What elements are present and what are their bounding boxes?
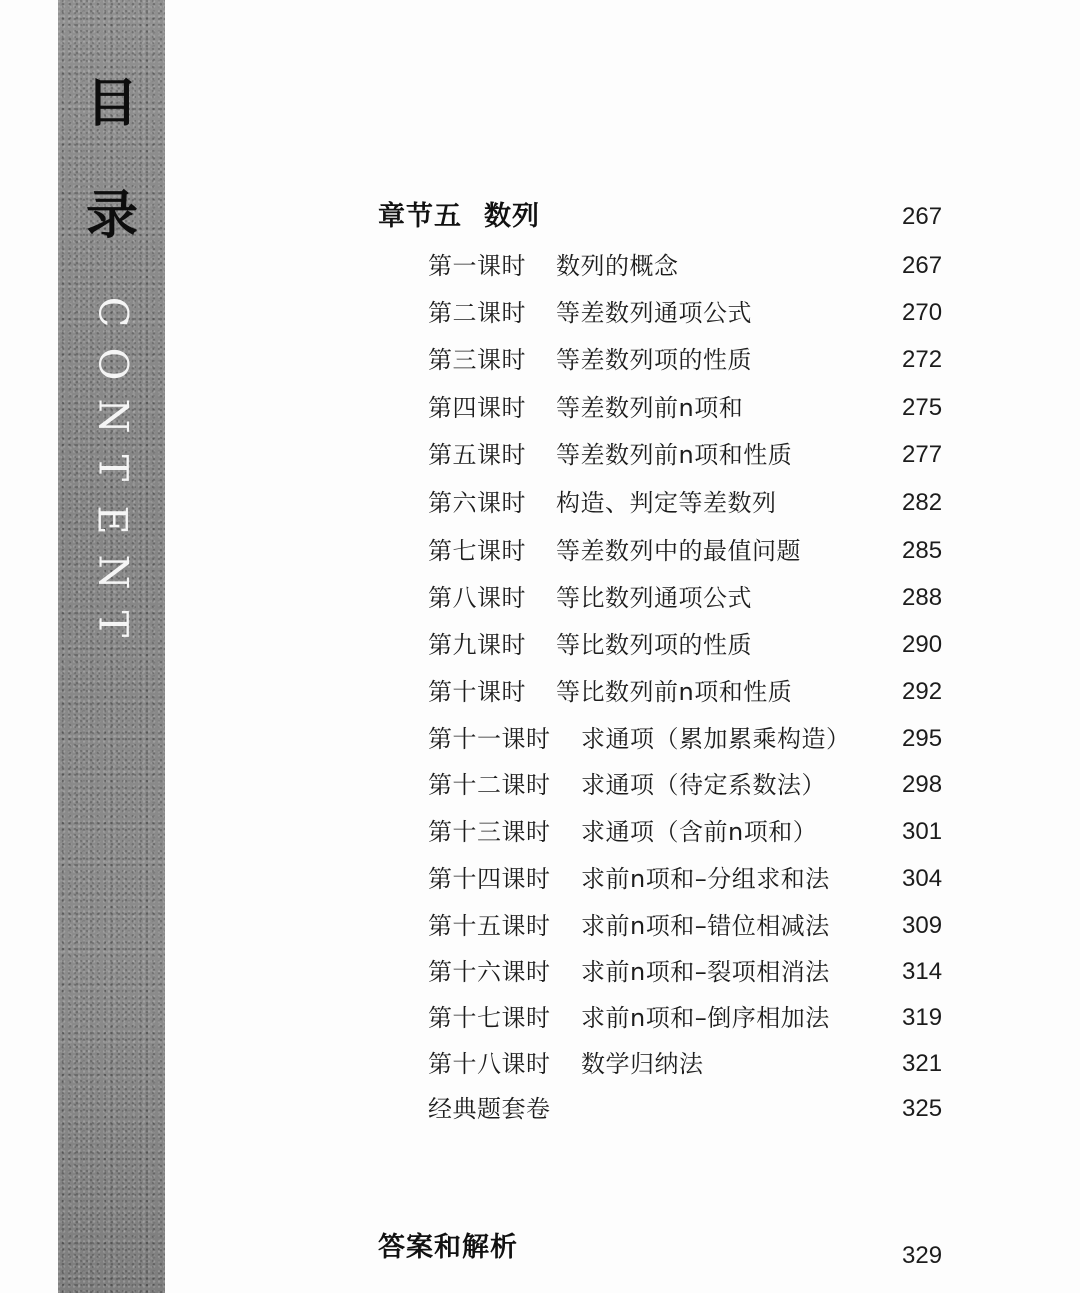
toc-entry[interactable] bbox=[428, 625, 752, 665]
toc-entry-page: 270 bbox=[902, 299, 943, 326]
toc-entry-page: 275 bbox=[902, 394, 943, 421]
toc-entry[interactable] bbox=[428, 859, 830, 899]
lesson-number: 第六课时 bbox=[428, 489, 526, 517]
lesson-title: 数学归纳法 bbox=[581, 1050, 704, 1078]
lesson-title: 等差数列通项公式 bbox=[556, 299, 752, 327]
lesson-number: 第一课时 bbox=[428, 252, 526, 280]
chapter-page-number: 267 bbox=[902, 203, 943, 230]
toc-entry-page: 267 bbox=[902, 252, 943, 279]
toc-entry-page: 314 bbox=[902, 958, 943, 985]
lesson-number: 第四课时 bbox=[428, 394, 526, 422]
sidebar-content-word bbox=[84, 286, 140, 650]
lesson-title: 构造、判定等差数列 bbox=[556, 489, 777, 517]
lesson-title: 求前n项和–倒序相加法 bbox=[581, 1004, 830, 1032]
lesson-title: 等差数列前n项和性质 bbox=[556, 441, 793, 469]
lesson-number: 第八课时 bbox=[428, 584, 526, 612]
toc-entry-page: 301 bbox=[902, 818, 943, 845]
sidebar-letter: O bbox=[88, 347, 135, 381]
toc-entry[interactable] bbox=[428, 812, 817, 852]
toc-entry-page: 277 bbox=[902, 441, 943, 468]
toc-entry[interactable] bbox=[428, 293, 752, 333]
lesson-title: 数列的概念 bbox=[556, 252, 679, 280]
toc-entry-page: 288 bbox=[902, 584, 943, 611]
toc-chapter-heading[interactable] bbox=[378, 197, 540, 237]
lesson-number: 第十四课时 bbox=[428, 865, 551, 893]
sidebar-letter: E bbox=[88, 505, 135, 535]
toc-entry[interactable] bbox=[428, 719, 851, 759]
lesson-title: 经典题套卷 bbox=[428, 1095, 551, 1123]
chapter-title: 数列 bbox=[484, 201, 540, 232]
toc-entry[interactable] bbox=[428, 531, 801, 571]
toc-entry[interactable] bbox=[428, 388, 743, 428]
lesson-number: 第十课时 bbox=[428, 678, 526, 706]
lesson-title: 求通项（累加累乘构造） bbox=[581, 725, 851, 753]
toc-entry-page: 295 bbox=[902, 725, 943, 752]
toc-entry[interactable] bbox=[428, 340, 752, 380]
toc-entry-page: 319 bbox=[902, 1004, 943, 1031]
sidebar-letter: T bbox=[89, 610, 135, 638]
answers-page-number: 329 bbox=[902, 1242, 943, 1266]
lesson-number: 第十八课时 bbox=[428, 1050, 551, 1078]
lesson-title: 求通项（待定系数法） bbox=[581, 771, 826, 799]
sidebar-letter: C bbox=[88, 296, 135, 328]
lesson-title: 等差数列项的性质 bbox=[556, 346, 752, 374]
lesson-number: 第十六课时 bbox=[428, 958, 551, 986]
lesson-number: 第二课时 bbox=[428, 299, 526, 327]
sidebar-letter: N bbox=[89, 398, 135, 434]
toc-entry-page: 321 bbox=[902, 1050, 943, 1077]
toc-entry[interactable] bbox=[428, 1044, 704, 1084]
lesson-title: 求前n项和–裂项相消法 bbox=[581, 958, 830, 986]
lesson-title: 等差数列前n项和 bbox=[556, 394, 744, 422]
toc-entry[interactable] bbox=[428, 998, 830, 1038]
toc-entry-page: 304 bbox=[902, 865, 943, 892]
lesson-title: 求前n项和–错位相减法 bbox=[581, 912, 830, 940]
toc-entry[interactable] bbox=[428, 578, 752, 618]
toc-entry-page: 285 bbox=[902, 537, 943, 564]
toc-entry[interactable] bbox=[428, 483, 777, 523]
lesson-number: 第十五课时 bbox=[428, 912, 551, 940]
sidebar-title-char: 目 bbox=[85, 74, 138, 134]
toc-entry-page: 325 bbox=[902, 1095, 943, 1122]
toc-entry-page: 272 bbox=[902, 346, 943, 373]
sidebar-letter: N bbox=[89, 554, 135, 590]
toc-entry[interactable] bbox=[428, 765, 826, 805]
toc-entry-page: 298 bbox=[902, 771, 943, 798]
toc-entry[interactable] bbox=[428, 435, 792, 475]
toc-entry-page: 292 bbox=[902, 678, 943, 705]
toc-entry[interactable] bbox=[428, 672, 792, 712]
lesson-number: 第十一课时 bbox=[428, 725, 551, 753]
chapter-number: 章节五 bbox=[378, 201, 462, 232]
toc-entry-page: 290 bbox=[902, 631, 943, 658]
sidebar-letter: T bbox=[89, 454, 135, 482]
lesson-number: 第十三课时 bbox=[428, 818, 551, 846]
toc-answers-heading[interactable] bbox=[378, 1228, 518, 1268]
toc-entry-page: 309 bbox=[902, 912, 943, 939]
lesson-number: 第五课时 bbox=[428, 441, 526, 469]
toc-entry[interactable] bbox=[428, 952, 830, 992]
lesson-number: 第十二课时 bbox=[428, 771, 551, 799]
answers-title: 答案和解析 bbox=[378, 1232, 518, 1263]
sidebar-title-char: 录 bbox=[85, 186, 138, 246]
toc-entry[interactable] bbox=[428, 246, 679, 286]
lesson-title: 求前n项和–分组求和法 bbox=[581, 865, 830, 893]
lesson-number: 第七课时 bbox=[428, 537, 526, 565]
lesson-title: 求通项（含前n项和） bbox=[581, 818, 818, 846]
toc-entry[interactable] bbox=[428, 906, 830, 946]
lesson-number: 第三课时 bbox=[428, 346, 526, 374]
toc-entry-exam-set[interactable] bbox=[428, 1089, 551, 1129]
lesson-title: 等比数列项的性质 bbox=[556, 631, 752, 659]
lesson-number: 第九课时 bbox=[428, 631, 526, 659]
lesson-title: 等比数列通项公式 bbox=[556, 584, 752, 612]
lesson-title: 等差数列中的最值问题 bbox=[556, 537, 801, 565]
lesson-number: 第十七课时 bbox=[428, 1004, 551, 1032]
toc-entry-page: 282 bbox=[902, 489, 943, 516]
lesson-title: 等比数列前n项和性质 bbox=[556, 678, 793, 706]
